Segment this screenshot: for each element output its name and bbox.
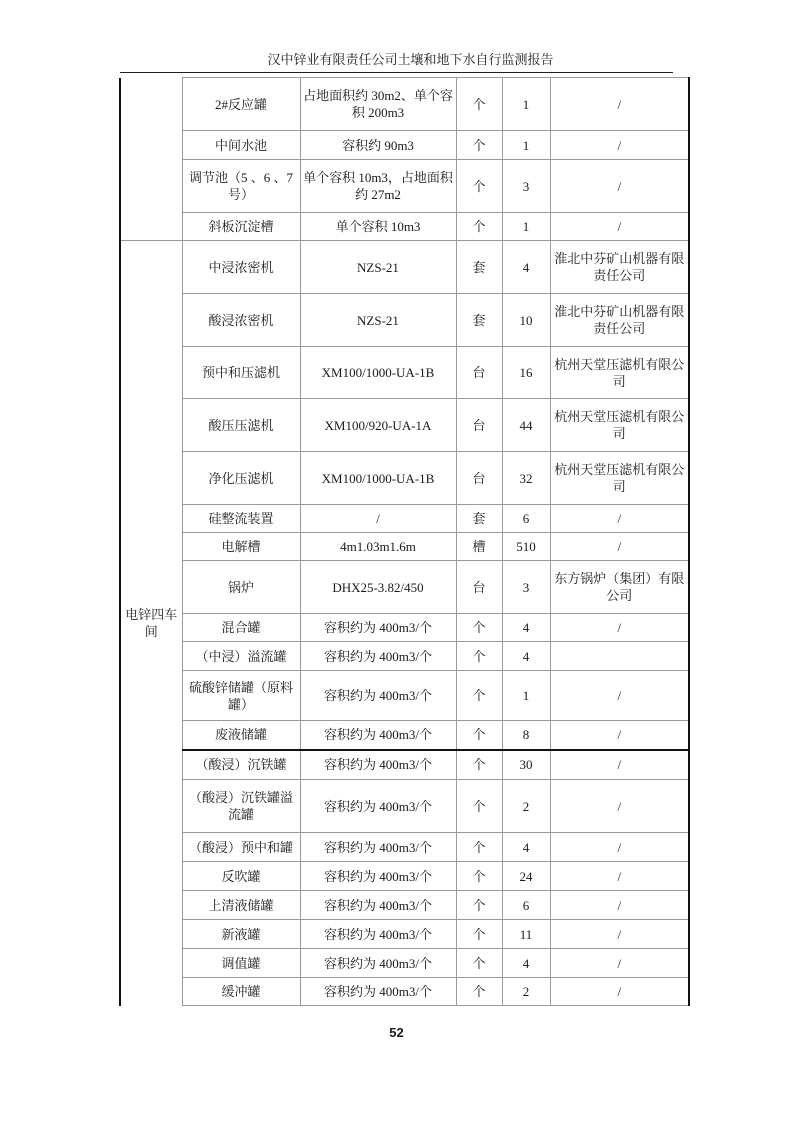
table-row — [120, 780, 689, 833]
vendor-cell: / — [550, 780, 689, 833]
spec-cell: XM100/1000-UA-1B — [300, 452, 456, 505]
equipment-name-cell: （酸浸）沉铁罐 — [182, 750, 300, 780]
table-row — [120, 131, 689, 160]
vendor-cell: / — [550, 721, 689, 750]
equipment-name-cell: 调节池（5 、6 、7 号） — [182, 160, 300, 213]
vendor-cell: / — [550, 949, 689, 978]
unit-cell: 个 — [456, 614, 502, 642]
vendor-cell: 淮北中芬矿山机器有限责任公司 — [550, 294, 689, 347]
unit-cell: 个 — [456, 671, 502, 721]
spec-cell: 容积约为 400m3/个 — [300, 891, 456, 920]
equipment-name-cell: 中浸浓密机 — [182, 241, 300, 294]
unit-cell: 个 — [456, 160, 502, 213]
quantity-cell: 32 — [502, 452, 550, 505]
vendor-cell — [550, 642, 689, 671]
unit-cell: 台 — [456, 452, 502, 505]
page-number: 52 — [389, 1025, 404, 1040]
equipment-name-cell: 上清液储罐 — [182, 891, 300, 920]
unit-cell: 个 — [456, 978, 502, 1006]
spec-cell: 容积约为 400m3/个 — [300, 780, 456, 833]
equipment-name-cell: 酸压压滤机 — [182, 399, 300, 452]
quantity-cell: 1 — [502, 213, 550, 241]
spec-cell: 容积约为 400m3/个 — [300, 750, 456, 780]
vendor-cell: / — [550, 750, 689, 780]
equipment-name-cell: 硫酸锌储罐（原料罐） — [182, 671, 300, 721]
unit-cell: 个 — [456, 833, 502, 862]
equipment-name-cell: 反吹罐 — [182, 862, 300, 891]
quantity-cell: 24 — [502, 862, 550, 891]
spec-cell: 容积约 90m3 — [300, 131, 456, 160]
quantity-cell: 2 — [502, 780, 550, 833]
vendor-cell: / — [550, 978, 689, 1006]
unit-cell: 个 — [456, 780, 502, 833]
unit-cell: 台 — [456, 399, 502, 452]
quantity-cell: 4 — [502, 833, 550, 862]
quantity-cell: 1 — [502, 131, 550, 160]
quantity-cell: 44 — [502, 399, 550, 452]
quantity-cell: 510 — [502, 533, 550, 561]
table-row — [120, 347, 689, 399]
unit-cell: 台 — [456, 561, 502, 614]
quantity-cell: 4 — [502, 949, 550, 978]
equipment-name-cell: 混合罐 — [182, 614, 300, 642]
spec-cell: XM100/1000-UA-1B — [300, 347, 456, 399]
table-row — [120, 671, 689, 721]
spec-cell: 容积约为 400m3/个 — [300, 862, 456, 891]
unit-cell: 台 — [456, 347, 502, 399]
spec-cell: 容积约为 400m3/个 — [300, 721, 456, 750]
vendor-cell: / — [550, 160, 689, 213]
quantity-cell: 6 — [502, 891, 550, 920]
vendor-cell: / — [550, 213, 689, 241]
unit-cell: 个 — [456, 78, 502, 131]
spec-cell: 4m1.03m1.6m — [300, 533, 456, 561]
equipment-name-cell: 斜板沉淀槽 — [182, 213, 300, 241]
vendor-cell: / — [550, 862, 689, 891]
workshop-cell — [120, 78, 182, 241]
unit-cell: 个 — [456, 891, 502, 920]
equipment-name-cell: 酸浸浓密机 — [182, 294, 300, 347]
vendor-cell: 淮北中芬矿山机器有限责任公司 — [550, 241, 689, 294]
quantity-cell: 2 — [502, 978, 550, 1006]
table-row — [120, 399, 689, 452]
table-row — [120, 721, 689, 750]
spec-cell: NZS-21 — [300, 241, 456, 294]
vendor-cell: / — [550, 78, 689, 131]
table-row — [120, 241, 689, 294]
table-row — [120, 862, 689, 891]
equipment-name-cell: 电解槽 — [182, 533, 300, 561]
document-header-title: 汉中锌业有限责任公司土壤和地下水自行监测报告 — [267, 53, 554, 68]
unit-cell: 个 — [456, 949, 502, 978]
vendor-cell: / — [550, 891, 689, 920]
vendor-cell: 东方锅炉（集团）有限公司 — [550, 561, 689, 614]
quantity-cell: 30 — [502, 750, 550, 780]
vendor-cell: / — [550, 833, 689, 862]
quantity-cell: 6 — [502, 505, 550, 533]
vendor-cell: / — [550, 533, 689, 561]
spec-cell: 容积约为 400m3/个 — [300, 978, 456, 1006]
unit-cell: 套 — [456, 294, 502, 347]
quantity-cell: 4 — [502, 241, 550, 294]
equipment-name-cell: 新液罐 — [182, 920, 300, 949]
spec-cell: NZS-21 — [300, 294, 456, 347]
quantity-cell: 10 — [502, 294, 550, 347]
quantity-cell: 16 — [502, 347, 550, 399]
quantity-cell: 8 — [502, 721, 550, 750]
unit-cell: 个 — [456, 131, 502, 160]
table-row — [120, 614, 689, 642]
equipment-name-cell: 净化压滤机 — [182, 452, 300, 505]
vendor-cell: / — [550, 920, 689, 949]
table-row — [120, 78, 689, 131]
table-row — [120, 160, 689, 213]
equipment-name-cell: （中浸）溢流罐 — [182, 642, 300, 671]
spec-cell: 容积约为 400m3/个 — [300, 833, 456, 862]
header-divider — [120, 72, 673, 73]
equipment-table — [119, 77, 690, 1006]
spec-cell: 单个容积 10m3，占地面积约 27m2 — [300, 160, 456, 213]
unit-cell: 个 — [456, 721, 502, 750]
equipment-name-cell: 调值罐 — [182, 949, 300, 978]
unit-cell: 个 — [456, 213, 502, 241]
table-row — [120, 533, 689, 561]
spec-cell: 容积约为 400m3/个 — [300, 614, 456, 642]
table-row — [120, 949, 689, 978]
equipment-name-cell: 中间水池 — [182, 131, 300, 160]
vendor-cell: / — [550, 131, 689, 160]
equipment-name-cell: （酸浸）沉铁罐溢流罐 — [182, 780, 300, 833]
equipment-name-cell: 2#反应罐 — [182, 78, 300, 131]
spec-cell: 容积约为 400m3/个 — [300, 920, 456, 949]
table-row — [120, 642, 689, 671]
quantity-cell: 3 — [502, 160, 550, 213]
equipment-name-cell: 锅炉 — [182, 561, 300, 614]
table-row — [120, 833, 689, 862]
vendor-cell: 杭州天堂压滤机有限公司 — [550, 452, 689, 505]
spec-cell: 容积约为 400m3/个 — [300, 642, 456, 671]
table-row — [120, 750, 689, 780]
unit-cell: 套 — [456, 505, 502, 533]
quantity-cell: 3 — [502, 561, 550, 614]
equipment-name-cell: 硅整流装置 — [182, 505, 300, 533]
quantity-cell: 11 — [502, 920, 550, 949]
vendor-cell: 杭州天堂压滤机有限公司 — [550, 347, 689, 399]
equipment-name-cell: （酸浸）预中和罐 — [182, 833, 300, 862]
unit-cell: 个 — [456, 642, 502, 671]
quantity-cell: 4 — [502, 642, 550, 671]
spec-cell: 单个容积 10m3 — [300, 213, 456, 241]
spec-cell: 占地面积约 30m2、单个容积 200m3 — [300, 78, 456, 131]
table-row — [120, 920, 689, 949]
spec-cell: XM100/920-UA-1A — [300, 399, 456, 452]
vendor-cell: / — [550, 505, 689, 533]
spec-cell: 容积约为 400m3/个 — [300, 671, 456, 721]
vendor-cell: 杭州天堂压滤机有限公司 — [550, 399, 689, 452]
quantity-cell: 1 — [502, 671, 550, 721]
unit-cell: 套 — [456, 241, 502, 294]
equipment-table-body — [120, 78, 689, 1006]
quantity-cell: 4 — [502, 614, 550, 642]
table-row — [120, 505, 689, 533]
quantity-cell: 1 — [502, 78, 550, 131]
unit-cell: 个 — [456, 750, 502, 780]
equipment-name-cell: 预中和压滤机 — [182, 347, 300, 399]
unit-cell: 个 — [456, 862, 502, 891]
workshop-cell: 电锌四车间 — [120, 241, 182, 1006]
table-row — [120, 561, 689, 614]
table-row — [120, 294, 689, 347]
unit-cell: 槽 — [456, 533, 502, 561]
equipment-name-cell: 废液储罐 — [182, 721, 300, 750]
spec-cell: / — [300, 505, 456, 533]
vendor-cell: / — [550, 671, 689, 721]
table-row — [120, 213, 689, 241]
spec-cell: DHX25-3.82/450 — [300, 561, 456, 614]
unit-cell: 个 — [456, 920, 502, 949]
table-row — [120, 891, 689, 920]
table-row — [120, 978, 689, 1006]
table-row — [120, 452, 689, 505]
equipment-name-cell: 缓冲罐 — [182, 978, 300, 1006]
vendor-cell: / — [550, 614, 689, 642]
spec-cell: 容积约为 400m3/个 — [300, 949, 456, 978]
